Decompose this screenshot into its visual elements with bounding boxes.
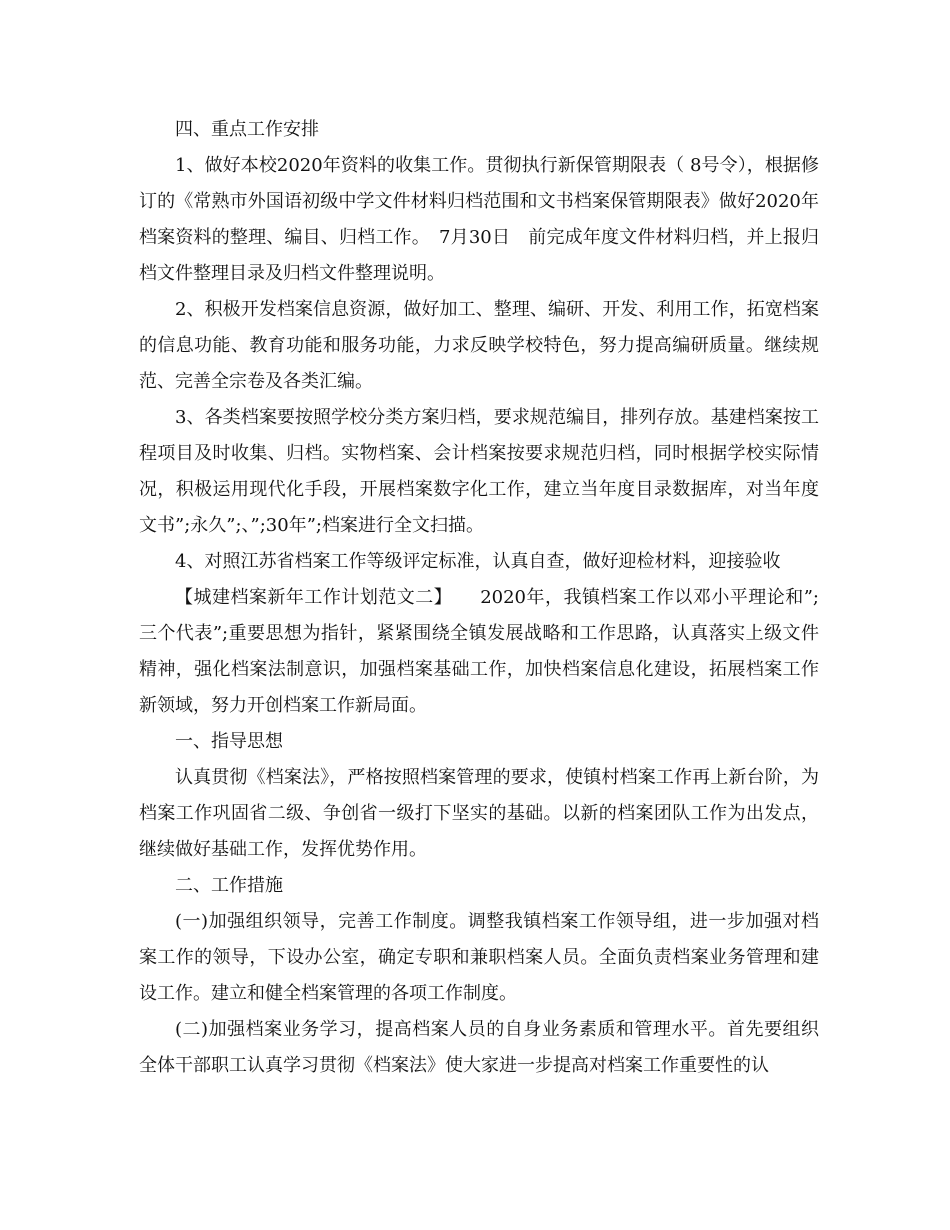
paragraph-guiding-thought: 认真贯彻《档案法》，严格按照档案管理的要求，使镇村档案工作再上新台阶，为档案工作巩固省二级、争创省一级打下坚实的基础。以新的档案团队工作为出发点，继续做好基础工作，发挥优势作用。 — [139, 767, 819, 860]
paragraph-example-two: 【城建档案新年工作计划范文二】 2020年，我镇档案工作以邓小平理论和”;三个代表”;重要思想为指针，紧紧围绕全镇发展战略和工作思路，认真落实上级文件精神，强化档案法制意识，加强档案基础工作，加快档案信息化建设，拓展档案工作新领域，努力开创档案工作新局面。 — [139, 587, 819, 716]
paragraph-item-2: 2、积极开发档案信息资源，做好加工、整理、编研、开发、利用工作，拓宽档案的信息功能、教育功能和服务功能，力求反映学校特色，努力提高编研质量。继续规范、完善全宗卷及各类汇编。 — [139, 299, 819, 392]
paragraph-item-4: 4、对照江苏省档案工作等级评定标准，认真自查，做好迎检材料，迎接验收 — [175, 551, 781, 572]
section-heading-guiding-thought: 一、指导思想 — [175, 731, 283, 752]
section-heading-work-measures: 二、工作措施 — [175, 875, 283, 896]
paragraph-item-1: 1、做好本校2020年资料的收集工作。贯彻执行新保管期限表（ 8号令），根据修订的《常熟市外国语初级中学文件材料归档范围和文书档案保管期限表》做好2020年档案资料的整理、编目、归档工作。 7月30日 前完成年度文件材料归档，并上报归档文件整理目录及归档文件整理说明。 — [139, 155, 819, 284]
document-body — [139, 112, 819, 1084]
paragraph-measure-1: (一)加强组织领导，完善工作制度。调整我镇档案工作领导组，进一步加强对档案工作的领导，下设办公室，确定专职和兼职档案人员。全面负责档案业务管理和建设工作。建立和健全档案管理的各项工作制度。 — [139, 911, 819, 1004]
paragraph-measure-2: (二)加强档案业务学习，提高档案人员的自身业务素质和管理水平。首先要组织全体干部职工认真学习贯彻《档案法》使大家进一步提高对档案工作重要性的认 — [139, 1019, 819, 1076]
section-heading-key-work: 四、重点工作安排 — [175, 119, 319, 140]
paragraph-item-3: 3、各类档案要按照学校分类方案归档，要求规范编目，排列存放。基建档案按工程项目及时收集、归档。实物档案、会计档案按要求规范归档，同时根据学校实际情况，积极运用现代化手段，开展档案数字化工作，建立当年度目录数据库，对当年度文书”;永久”;、”;30年”;档案进行全文扫描。 — [139, 407, 819, 536]
